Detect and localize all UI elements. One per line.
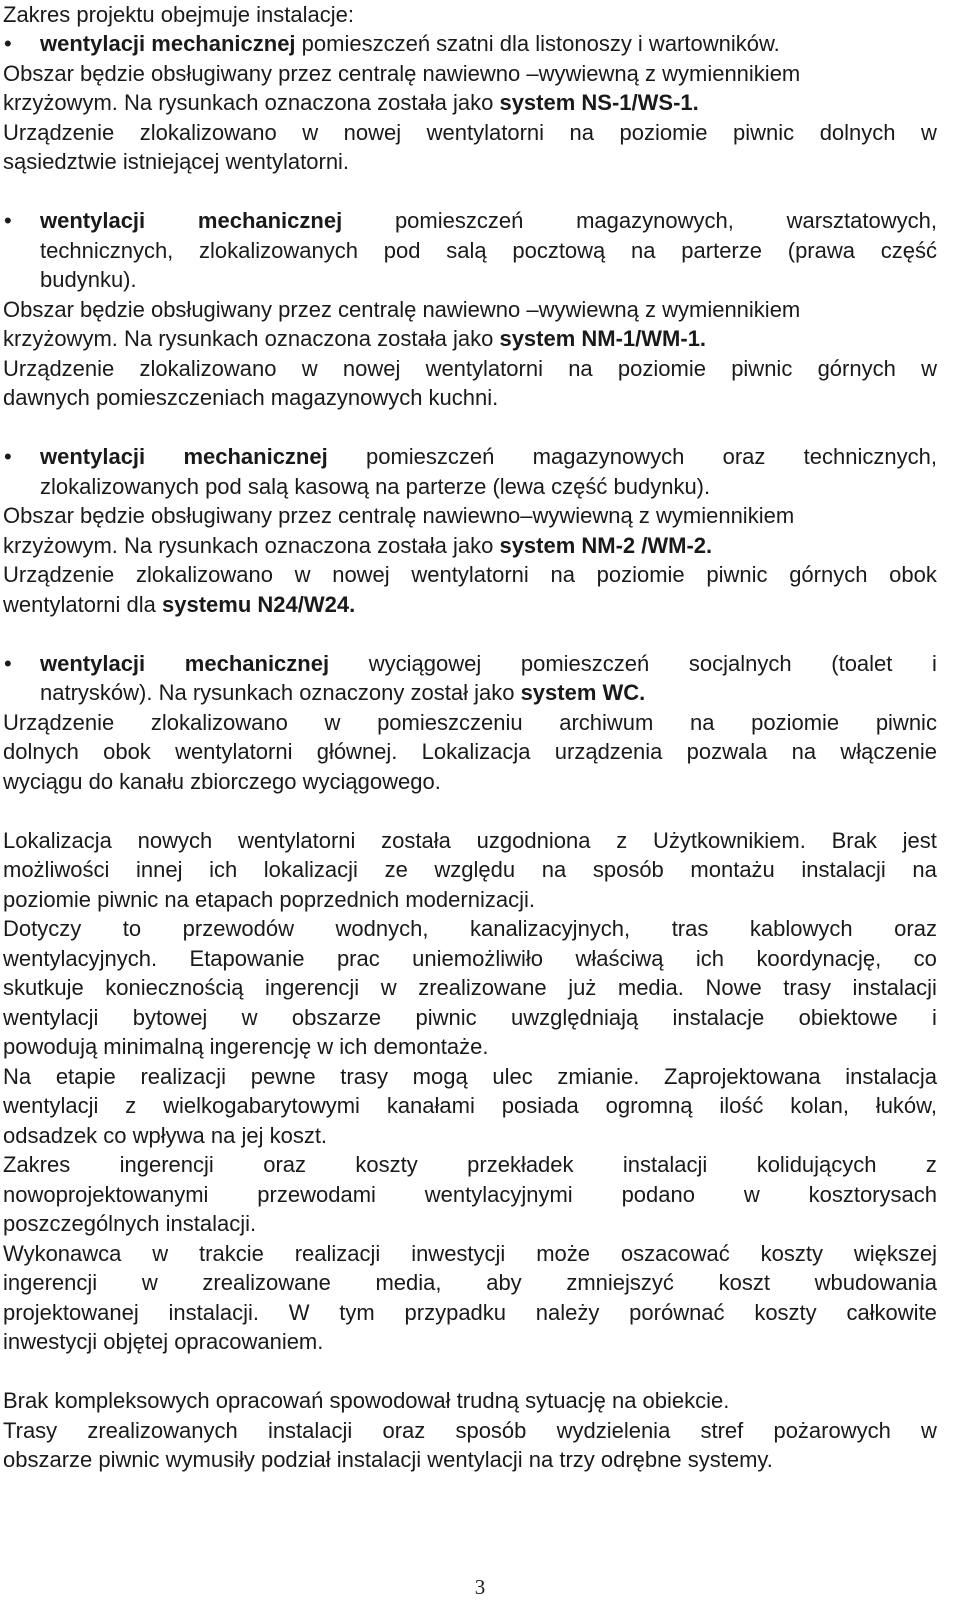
paragraph-line: projektowanej instalacji. W tym przypadku należy porównać koszty całkowite <box>3 1300 937 1325</box>
section-3-lead: wentylacji mechanicznej pomieszczeń magazynowych oraz technicznych, <box>40 444 937 469</box>
closing-line: obszarze piwnic wymusiły podział instalacji wentylacji na trzy odrębne systemy. <box>3 1447 773 1472</box>
section-2-lead-3: budynku). <box>40 267 137 292</box>
paragraph-line: Na etapie realizacji pewne trasy mogą ulec zmianie. Zaprojektowana instalacja <box>3 1064 937 1089</box>
paragraph-line: poszczególnych instalacji. <box>3 1211 257 1236</box>
bullet-4: • <box>4 651 12 676</box>
intro-line: Zakres projektu obejmuje instalacje: <box>3 2 354 27</box>
paragraph-line: Zakres ingerencji oraz koszty przekładek instalacji kolidujących z <box>3 1152 937 1177</box>
closing-line: Trasy zrealizowanych instalacji oraz sposób wydzielenia stref pożarowych w <box>3 1418 937 1443</box>
paragraph-line: Dotyczy to przewodów wodnych, kanalizacyjnych, tras kablowych oraz <box>3 916 937 941</box>
section-2-device-1: Urządzenie zlokalizowano w nowej wentylatorni na poziomie piwnic górnych w <box>3 356 937 381</box>
paragraph-line: możliwości innej ich lokalizacji ze względu na sposób montażu instalacji na <box>3 857 937 882</box>
section-4-device-2: dolnych obok wentylatorni głównej. Lokalizacja urządzenia pozwala na włączenie <box>3 739 937 764</box>
system-wc: system WC. <box>520 680 646 705</box>
section-1-lead: wentylacji mechanicznej pomieszczeń szatni dla listonoszy i wartowników. <box>40 31 780 56</box>
page-number: 3 <box>474 1575 486 1599</box>
section-3-lead-2: zlokalizowanych pod salą kasową na parterze (lewa część budynku). <box>40 474 711 499</box>
section-1-device-2: sąsiedztwie istniejącej wentylatorni. <box>3 149 350 174</box>
paragraph-line: odsadzek co wpływa na jej koszt. <box>3 1123 328 1148</box>
system-n24-w24: systemu N24/W24. <box>162 592 356 617</box>
section-1-area: Obszar będzie obsługiwany przez centralę nawiewno –wywiewną z wymiennikiem <box>3 61 801 86</box>
section-2-drawing: krzyżowym. Na rysunkach oznaczona została jako system NM-1/WM-1. <box>3 326 707 351</box>
section-2-lead-2: technicznych, zlokalizowanych pod salą pocztową na parterze (prawa część <box>40 238 937 263</box>
section-2-device-2: dawnych pomieszczeniach magazynowych kuchni. <box>3 385 499 410</box>
section-3-device-2: wentylatorni dla systemu N24/W24. <box>3 592 356 617</box>
section-3-area: Obszar będzie obsługiwany przez centralę nawiewno–wywiewną z wymiennikiem <box>3 503 795 528</box>
paragraph-line: wentylacji bytowej w obszarze piwnic uwzględniają instalacje obiektowe i <box>3 1005 937 1030</box>
section-4-device-3: wyciągu do kanału zbiorczego wyciągowego. <box>3 769 441 794</box>
system-nm2-wm2: system NM-2 /WM-2. <box>499 533 713 558</box>
bullet-1: • <box>4 31 12 56</box>
section-3-drawing: krzyżowym. Na rysunkach oznaczona została jako system NM-2 /WM-2. <box>3 533 713 558</box>
paragraph-line: powodują minimalną ingerencję w ich demontaże. <box>3 1034 489 1059</box>
paragraph-line: skutkuje koniecznością ingerencji w zrealizowane już media. Nowe trasy instalacji <box>3 975 937 1000</box>
bullet-3: • <box>4 444 12 469</box>
section-4-lead: wentylacji mechanicznej wyciągowej pomieszczeń socjalnych (toalet i <box>40 651 937 676</box>
section-1-drawing: krzyżowym. Na rysunkach oznaczona została jako system NS-1/WS-1. <box>3 90 699 115</box>
section-2-lead: wentylacji mechanicznej pomieszczeń magazynowych, warsztatowych, <box>40 208 937 233</box>
bullet-2: • <box>4 208 12 233</box>
paragraph-line: inwestycji objętej opracowaniem. <box>3 1329 324 1354</box>
section-4-device-1: Urządzenie zlokalizowano w pomieszczeniu archiwum na poziomie piwnic <box>3 710 937 735</box>
paragraph-line: nowoprojektowanymi przewodami wentylacyjnymi podano w kosztorysach <box>3 1182 937 1207</box>
system-nm1-wm1: system NM-1/WM-1. <box>499 326 707 351</box>
paragraph-line: wentylacji z wielkogabarytowymi kanałami posiada ogromną ilość kolan, łuków, <box>3 1093 937 1118</box>
paragraph-line: poziomie piwnic na etapach poprzednich modernizacji. <box>3 887 535 912</box>
paragraph-line: ingerencji w zrealizowane media, aby zmniejszyć koszt wbudowania <box>3 1270 937 1295</box>
section-2-area: Obszar będzie obsługiwany przez centralę nawiewno –wywiewną z wymiennikiem <box>3 297 801 322</box>
paragraph-line: wentylacyjnych. Etapowanie prac uniemożliwiło właściwą ich koordynację, co <box>3 946 937 971</box>
section-1-device-1: Urządzenie zlokalizowano w nowej wentylatorni na poziomie piwnic dolnych w <box>3 120 937 145</box>
system-ns1-ws1: system NS-1/WS-1. <box>499 90 699 115</box>
paragraph-line: Wykonawca w trakcie realizacji inwestycji może oszacować koszty większej <box>3 1241 937 1266</box>
section-3-device-1: Urządzenie zlokalizowano w nowej wentylatorni na poziomie piwnic górnych obok <box>3 562 937 587</box>
closing-line: Brak kompleksowych opracowań spowodował trudną sytuację na obiekcie. <box>3 1388 730 1413</box>
section-4-lead-2: natrysków). Na rysunkach oznaczony został jako system WC. <box>40 680 646 705</box>
paragraph-line: Lokalizacja nowych wentylatorni została uzgodniona z Użytkownikiem. Brak jest <box>3 828 937 853</box>
